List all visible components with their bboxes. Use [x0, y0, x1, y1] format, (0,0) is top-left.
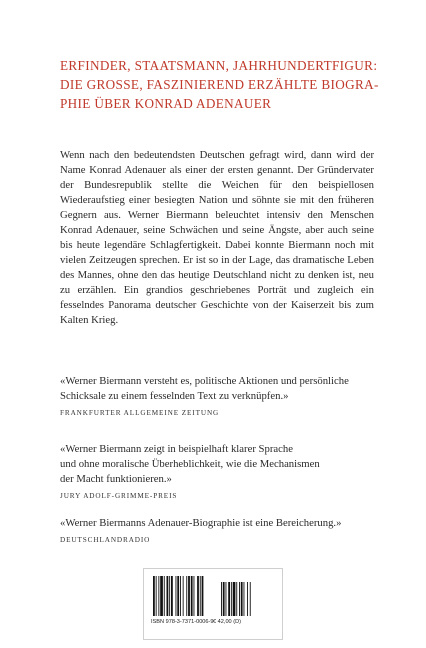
barcode-box [143, 568, 283, 640]
barcode-bar [194, 576, 195, 616]
barcode-bar [228, 582, 230, 616]
review-quote [60, 374, 380, 421]
quote-source: JURY ADOLF-GRIMME-PREIS [60, 492, 178, 500]
quote-source: DEUTSCHLANDRADIO [60, 536, 151, 544]
barcode-bar [223, 582, 225, 616]
quote-line: «Werner Biermann zeigt in beispielhaft klarer Sprache [60, 443, 293, 455]
barcode-bar [176, 576, 177, 616]
quote-line: «Werner Biermanns Adenauer-Biographie ist eine Bereicherung.» [60, 517, 342, 529]
barcode-bar [183, 576, 184, 616]
review-quote [60, 442, 380, 504]
barcode-bar [186, 576, 187, 616]
quote-source: FRANKFURTER ALLGEMEINE ZEITUNG [60, 409, 220, 417]
barcode-bar [221, 582, 222, 616]
barcode-bar [169, 576, 170, 616]
barcode-bar [241, 582, 243, 616]
headline-line: ERFINDER, STAATSMANN, JAHRHUNDERTFIGUR: [60, 58, 378, 73]
barcode-bar [153, 576, 155, 616]
quote-line: und ohne moralische Überheblichkeit, wie die Mechanismen [60, 458, 320, 470]
barcode-bar [233, 582, 236, 616]
barcode-bar [226, 582, 227, 616]
barcode-bar [200, 576, 201, 616]
headline [60, 56, 380, 113]
barcode-bar [244, 582, 245, 616]
barcode-bar [247, 582, 248, 616]
barcode-bar [239, 582, 240, 616]
barcode-icon [143, 568, 283, 640]
headline-line: PHIE ÜBER KONRAD ADENAUER [60, 96, 272, 111]
quote-line: Schicksale zu einem fesselnden Text zu verknüpfen.» [60, 390, 289, 402]
barcode-bar [160, 576, 163, 616]
barcode-bar [156, 576, 157, 616]
barcode-bar [188, 576, 190, 616]
barcode-bar [180, 576, 181, 616]
barcode-bar [236, 582, 237, 616]
price-label: € 42,00 (D) [213, 619, 241, 625]
quote-line: «Werner Biermann versteht es, politische Aktionen und persönliche [60, 375, 349, 387]
quote-line: der Macht funktionieren.» [60, 473, 172, 485]
review-quote [60, 516, 380, 548]
barcode-bar [197, 576, 199, 616]
barcode-bar [231, 582, 232, 616]
isbn-label: ISBN 978-3-7371-0006-9 [151, 619, 214, 625]
barcode-bar [250, 582, 251, 616]
headline-line: DIE GROSSE, FASZINIEREND ERZÄHLTE BIOGRA- [60, 77, 379, 92]
blurb-paragraph: Wenn nach den bedeutendsten Deutschen gefragt wird, dann wird der Name Konrad Adenauer als einer der ersten genannt. Der Gründervater der Bundesrepublik stellte die Weichen für den beispiellosen Wiederaufstieg einer besiegten Nation und söhnte sie mit den früheren Gegnern aus. Werner Biermann beleuchtet intensiv den Menschen Konrad Adenauer, seine Schwächen und seine Ängste, aber auch seine bis heute legendäre Schlagfertigkeit. Dabei konnte Biermann noch mit vielen Zeitzeugen sprechen. Er ist so in der Lage, das dramatische Leben des Mannes, ohne den das heutige Deutschland nicht zu denken ist, neu zu erzählen. Ein grandios geschriebenes Porträt und zugleich ein fesselndes Panorama deutscher Geschichte von der Kaiserzeit bis zum Kalten Krieg. [60, 148, 374, 326]
barcode-bar [158, 576, 159, 616]
barcode-bar [202, 576, 204, 616]
barcode-bar [177, 576, 179, 616]
barcode-bar [191, 576, 193, 616]
barcode-bar [164, 576, 165, 616]
barcode-bar [167, 576, 169, 616]
barcode-bar [171, 576, 173, 616]
